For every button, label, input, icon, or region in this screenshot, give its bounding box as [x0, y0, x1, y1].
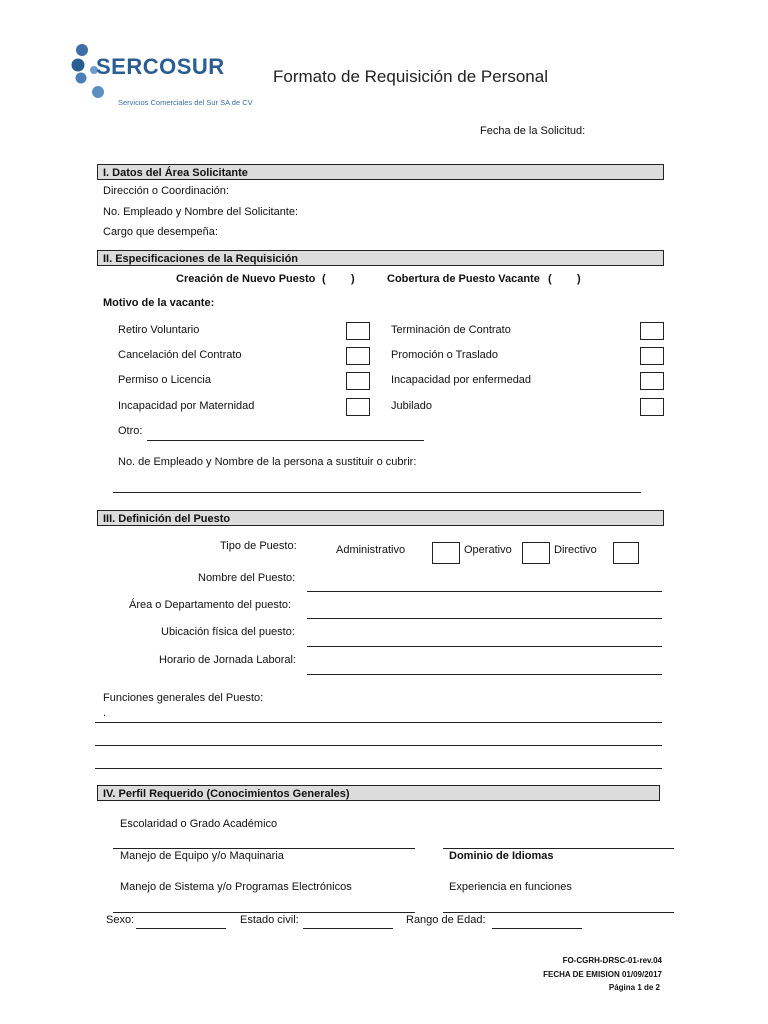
nombre-puesto-label: Nombre del Puesto:: [198, 572, 296, 584]
checkbox-directivo[interactable]: [613, 542, 639, 564]
area-departamento-label: Área o Departamento del puesto:: [129, 599, 292, 611]
option-promocion: Promoción o Traslado: [391, 349, 498, 361]
estado-civil-label: Estado civil:: [240, 914, 299, 926]
otro-line[interactable]: [147, 440, 424, 441]
ubicacion-label: Ubicación física del puesto:: [161, 626, 295, 638]
estado-civil-line[interactable]: [303, 928, 393, 929]
equipo-label: Manejo de Equipo y/o Maquinaria: [120, 850, 284, 862]
logo-wordmark: SERCOSUR: [96, 54, 225, 79]
rango-edad-line[interactable]: [492, 928, 582, 929]
solicitante-label: No. Empleado y Nombre del Solicitante:: [103, 206, 299, 218]
ubicacion-line[interactable]: [307, 646, 662, 647]
fecha-solicitud-label: Fecha de la Solicitud:: [480, 125, 586, 137]
funciones-line-1[interactable]: [95, 722, 662, 723]
checkbox-permiso[interactable]: [346, 372, 370, 390]
otro-label: Otro:: [118, 425, 143, 437]
escolaridad-line[interactable]: [113, 848, 415, 849]
cobertura-paren-open[interactable]: (: [548, 273, 552, 285]
direccion-label: Dirección o Coordinación:: [103, 185, 229, 197]
funciones-line-2[interactable]: [95, 745, 662, 746]
tipo-directivo: Directivo: [554, 544, 597, 556]
page-title: Formato de Requisición de Personal: [273, 67, 548, 86]
checkbox-cancelacion[interactable]: [346, 347, 370, 365]
cobertura-paren-close: ): [577, 273, 581, 285]
motivo-label: Motivo de la vacante:: [103, 297, 215, 309]
nuevo-puesto-label: Creación de Nuevo Puesto: [176, 273, 316, 285]
footer-pagina: Página 1 de 2: [608, 983, 660, 992]
option-terminacion: Terminación de Contrato: [391, 324, 511, 336]
sistemas-label: Manejo de Sistema y/o Programas Electrónicos: [120, 881, 352, 893]
checkbox-promocion[interactable]: [640, 347, 664, 365]
checkbox-terminacion[interactable]: [640, 322, 664, 340]
checkbox-retiro[interactable]: [346, 322, 370, 340]
idiomas-label: Dominio de Idiomas: [449, 850, 554, 862]
footer-code: FO-CGRH-DRSC-01-rev.04: [562, 956, 662, 965]
option-cancelacion: Cancelación del Contrato: [118, 349, 242, 361]
checkbox-administrativo[interactable]: [432, 542, 460, 564]
section-3-header: III. Definición del Puesto: [97, 510, 664, 526]
checkbox-maternidad[interactable]: [346, 398, 370, 416]
funciones-line-3[interactable]: [95, 768, 662, 769]
checkbox-operativo[interactable]: [522, 542, 550, 564]
rango-edad-label: Rango de Edad:: [406, 914, 486, 926]
option-jubilado: Jubilado: [391, 400, 432, 412]
escolaridad-label: Escolaridad o Grado Académico: [120, 818, 278, 830]
idiomas-top-line[interactable]: [443, 848, 674, 849]
tipo-operativo: Operativo: [464, 544, 512, 556]
sustituir-label: No. de Empleado y Nombre de la persona a sustituir o cubrir:: [118, 456, 417, 468]
option-retiro: Retiro Voluntario: [118, 324, 200, 336]
experiencia-line[interactable]: [443, 912, 674, 913]
cargo-label: Cargo que desempeña:: [103, 226, 218, 238]
funciones-label: Funciones generales del Puesto:: [103, 692, 264, 704]
nombre-puesto-line[interactable]: [307, 591, 662, 592]
section-2-header: II. Especificaciones de la Requisición: [97, 250, 664, 266]
tipo-administrativo: Administrativo: [336, 544, 406, 556]
section-4-header: IV. Perfil Requerido (Conocimientos Generales): [97, 785, 660, 801]
cobertura-label: Cobertura de Puesto Vacante: [387, 273, 540, 285]
logo-subtitle: Servicios Comerciales del Sur SA de CV: [118, 98, 253, 107]
nuevo-puesto-paren-open[interactable]: (: [322, 273, 326, 285]
option-incapacidad-enfermedad: Incapacidad por enfermedad: [391, 374, 532, 386]
footer-fecha-emision: FECHA DE EMISION 01/09/2017: [543, 970, 662, 979]
funciones-dot: .: [103, 707, 107, 719]
checkbox-jubilado[interactable]: [640, 398, 664, 416]
company-logo: [68, 40, 268, 112]
horario-label: Horario de Jornada Laboral:: [159, 654, 296, 666]
option-maternidad: Incapacidad por Maternidad: [118, 400, 255, 412]
sistemas-line[interactable]: [113, 912, 415, 913]
nuevo-puesto-paren-close: ): [351, 273, 355, 285]
area-departamento-line[interactable]: [307, 618, 662, 619]
sustituir-line[interactable]: [113, 492, 641, 493]
checkbox-incapacidad-enfermedad[interactable]: [640, 372, 664, 390]
tipo-puesto-label: Tipo de Puesto:: [220, 540, 297, 552]
sexo-label: Sexo:: [106, 914, 135, 926]
experiencia-label: Experiencia en funciones: [449, 881, 572, 893]
sexo-line[interactable]: [136, 928, 226, 929]
horario-line[interactable]: [307, 674, 662, 675]
option-permiso: Permiso o Licencia: [118, 374, 211, 386]
section-1-header: I. Datos del Área Solicitante: [97, 164, 664, 180]
